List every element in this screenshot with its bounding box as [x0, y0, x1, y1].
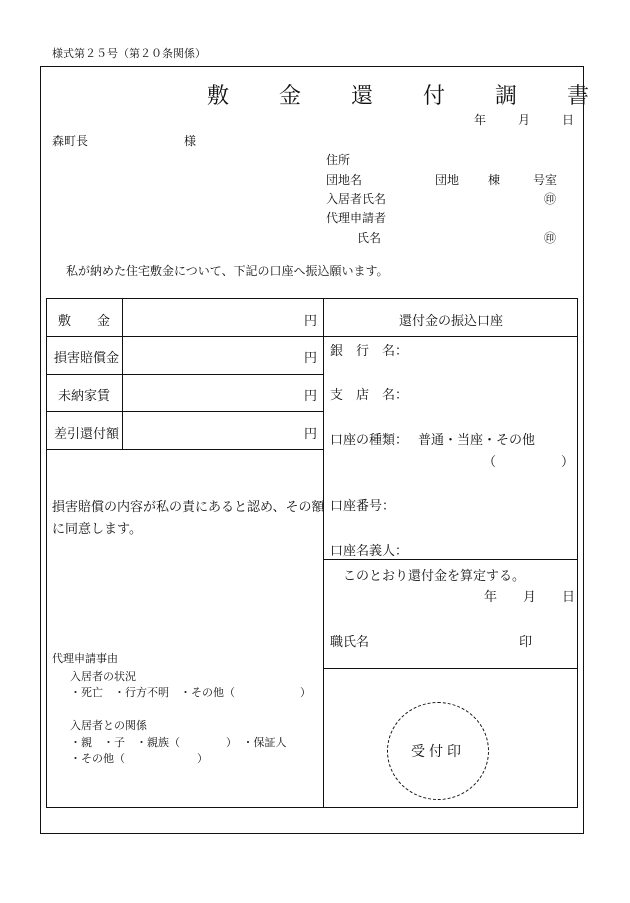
relation-options-1: ・親 ・子 ・親族（: [70, 736, 180, 749]
official-seal: 印: [519, 635, 533, 650]
calculation-day: 日: [562, 590, 576, 605]
form-number: 様式第２５号（第２０条関係）: [52, 47, 206, 60]
resident-seal: ㊞: [544, 192, 557, 206]
date-year: 年: [474, 113, 487, 127]
resident-status-options: ・死亡 ・行方不明 ・その他（: [70, 686, 235, 699]
request-statement: 私が納めた住宅敷金について、下記の口座へ振込願います。: [66, 264, 389, 278]
account-type-other-paren: （ ）: [483, 455, 575, 470]
amount-row-line-1: [46, 336, 323, 337]
proxy-name-label: 氏名: [357, 231, 382, 245]
resident-status-close: ）: [300, 686, 311, 699]
relation-options-2-close: ）: [197, 752, 208, 765]
calculation-month: 月: [523, 590, 537, 605]
relation-options-2: ・その他（: [70, 752, 125, 765]
address-label: 住所: [326, 153, 351, 167]
net-refund-unit: 円: [304, 427, 318, 442]
bank-header: 還付金の振込口座: [399, 314, 504, 329]
complex-name-label: 団地名: [326, 173, 363, 187]
proxy-seal: ㊞: [544, 231, 557, 245]
building-label: 棟: [488, 173, 501, 187]
account-number-label: 口座番号：: [330, 499, 396, 514]
date-month: 月: [518, 113, 531, 127]
net-refund-label: 差引還付額: [54, 427, 120, 442]
amount-row-line-4: [46, 449, 323, 450]
unpaid-rent-label: 未納家賃: [58, 389, 111, 404]
resident-status-heading: 入居者の状況: [70, 670, 136, 683]
damages-label: 損害賠償金: [54, 351, 120, 366]
date-day: 日: [562, 113, 575, 127]
receipt-top-line: [323, 668, 578, 669]
deposit-label: 敷 金: [58, 314, 111, 329]
amount-row-line-2: [46, 374, 323, 375]
unpaid-rent-unit: 円: [304, 389, 318, 404]
consent-line-1: 損害賠償の内容が私の責にあると認め、その額: [52, 500, 325, 515]
account-type-label: 口座の種類：: [330, 433, 409, 448]
calculation-statement: このとおり還付金を算定する。: [343, 569, 526, 584]
consent-line-2: に同意します。: [52, 522, 142, 537]
form-title: 敷 金 還 付 調 書: [207, 84, 604, 109]
table-center-divider: [323, 298, 324, 808]
calculation-top-line: [323, 559, 578, 560]
receipt-stamp-label: 受付印: [411, 744, 465, 760]
bank-header-line: [323, 336, 578, 337]
receipt-stamp-circle: [387, 702, 489, 800]
calculation-year: 年: [484, 590, 498, 605]
proxy-reason-heading: 代理申請事由: [52, 652, 118, 665]
official-name-label: 職氏名: [330, 635, 370, 650]
room-label: 号室: [533, 173, 558, 187]
amount-row-line-3: [46, 411, 323, 412]
account-type-options: 普通・当座・その他: [418, 433, 536, 448]
addressee-name: 森町長: [52, 134, 89, 148]
complex-label: 団地: [435, 173, 460, 187]
branch-name-label: 支 店 名：: [330, 388, 409, 403]
bank-name-label: 銀 行 名：: [330, 344, 409, 359]
relation-heading: 入居者との関係: [70, 719, 147, 732]
addressee-honorific: 様: [184, 134, 197, 148]
deposit-unit: 円: [304, 314, 318, 329]
relation-options-1b: ） ・保証人: [226, 736, 287, 749]
damages-unit: 円: [304, 351, 318, 366]
resident-name-label: 入居者氏名: [326, 192, 387, 206]
account-holder-label: 口座名義人：: [330, 544, 409, 559]
proxy-label: 代理申請者: [326, 211, 387, 225]
